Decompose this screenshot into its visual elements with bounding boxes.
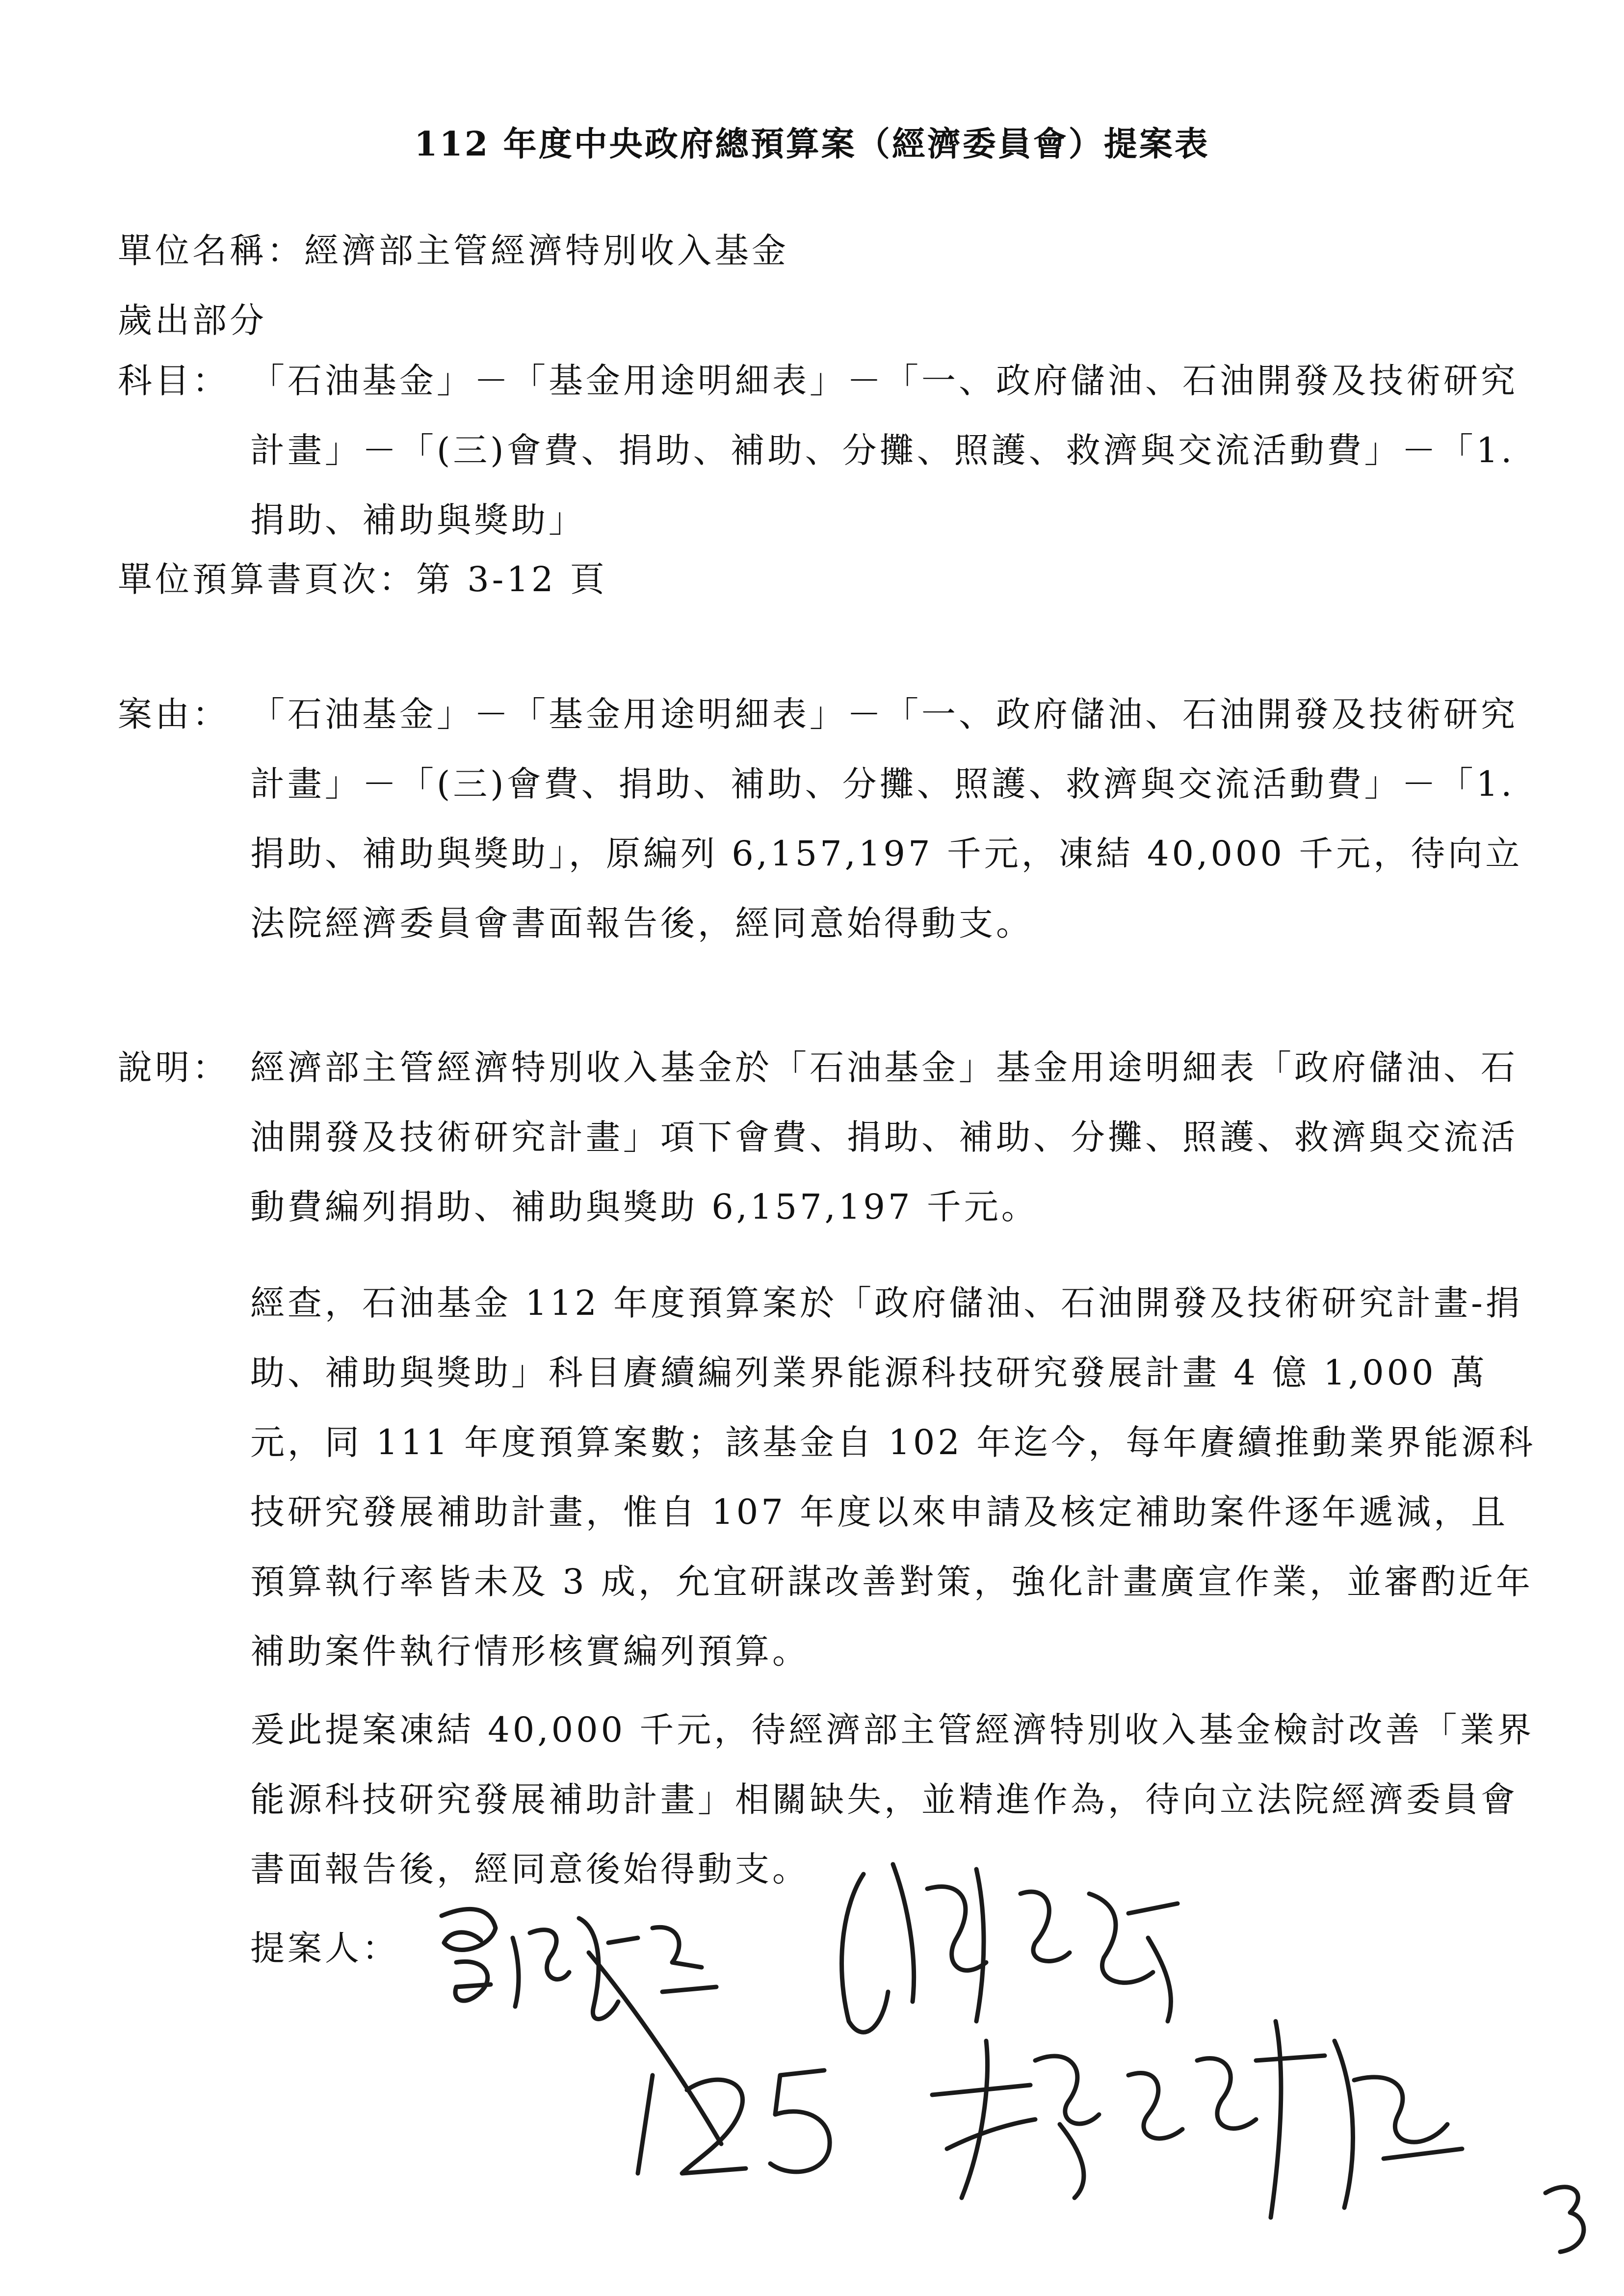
item-label: 科目： <box>118 361 230 401</box>
page-reference: 單位預算書頁次：第 3-12 頁 <box>118 559 607 600</box>
item-text: 「石油基金」－「基金用途明細表」－「一、政府儲油、石油開發及技術研究計畫」－「(三)會費、捐助、補助、分攤、照護、救濟與交流活動費」－「1. 捐助、補助與獎助」 <box>250 361 1518 540</box>
case-label: 案由： <box>118 694 230 734</box>
section-label: 歲出部分 <box>118 300 267 340</box>
proposer-label: 提案人： <box>250 1928 399 1968</box>
handwritten-125 <box>638 2070 830 2173</box>
page-title: 112 年度中央政府總預算案（經濟委員會）提案表 <box>414 125 1210 164</box>
page-number-mark <box>1545 2187 1584 2252</box>
explanation-paragraph-2: 經查，石油基金 112 年度預算案於「政府儲油、石油開發及技術研究計畫-捐助、補助與獎助」科目賡續編列業界能源科技研究發展計畫 4 億 1,000 萬元，同 111 年度預算案數；該基金自 102 年迄今，每年賡續推動業界能源科技研究發展補助計畫，惟自 107 年度以來申請及核定補助案件逐年遞減，且預算執行率皆未及 3 成，允宜研謀改善對策，強化計畫廣宣作業，並審酌近年補助案件執行情形核實編列預算。 <box>250 1283 1536 1671</box>
unit-name: 單位名稱：經濟部主管經濟特別收入基金 <box>118 231 789 271</box>
case-text: 「石油基金」－「基金用途明細表」－「一、政府儲油、石油開發及技術研究計畫」－「(三)會費、捐助、補助、分攤、照護、救濟與交流活動費」－「1. 捐助、補助與獎助」，原編列 6,157,197 千元，凍結 40,000 千元，待向立法院經濟委員會書面報告後，經同意始得動支。 <box>250 694 1523 943</box>
explanation-paragraph-1: 經濟部主管經濟特別收入基金於「石油基金」基金用途明細表「政府儲油、石油開發及技術研究計畫」項下會費、捐助、補助、分攤、照護、救濟與交流活動費編列捐助、補助與獎助 6,157,197 千元。 <box>250 1047 1518 1227</box>
signature-1 <box>442 1909 721 2144</box>
explanation-paragraph-3: 爰此提案凍結 40,000 千元，待經濟部主管經濟特別收入基金檢討改善「業界能源科技研究發展補助計畫」相關缺失，並精進作為，待向立法院經濟委員會書面報告後，經同意後始得動支。 <box>250 1710 1535 1889</box>
signature-3 <box>932 2021 1462 2218</box>
explanation-label: 說明： <box>118 1047 230 1088</box>
